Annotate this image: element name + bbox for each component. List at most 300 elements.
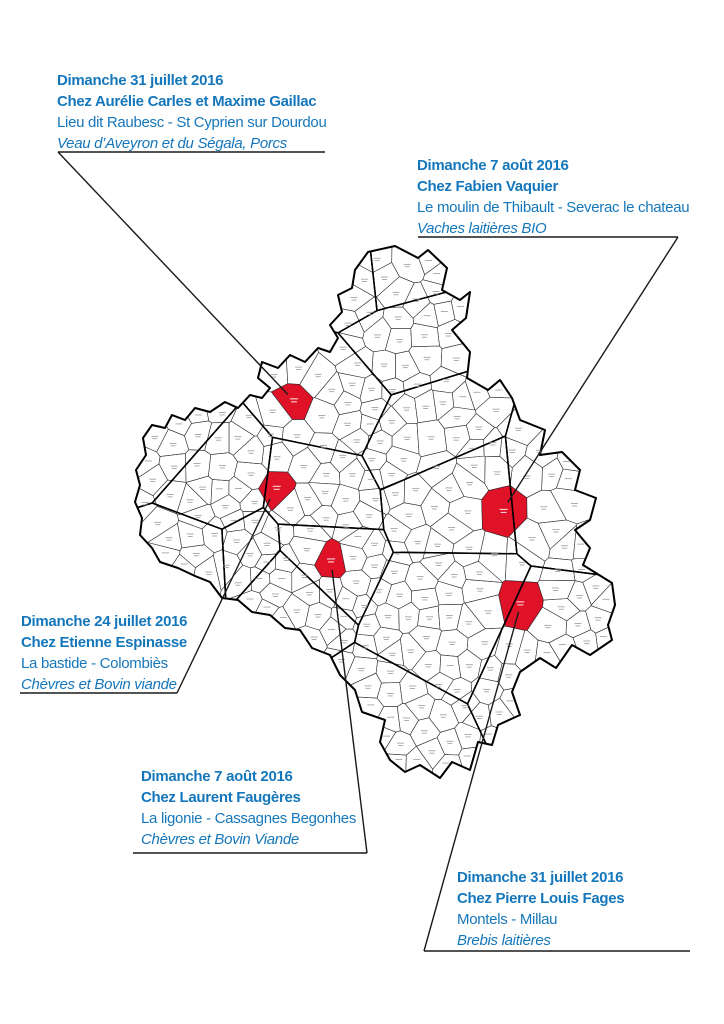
- micro-label: [433, 294, 438, 295]
- micro-label: [447, 595, 452, 596]
- micro-label: [412, 488, 419, 489]
- micro-label: [488, 670, 493, 671]
- micro-label: [419, 708, 424, 709]
- micro-label: [394, 551, 401, 552]
- micro-label: [350, 556, 357, 557]
- micro-label: [447, 665, 454, 666]
- event-place: La bastide - Colombiès: [21, 655, 168, 672]
- micro-label: [392, 573, 397, 574]
- micro-label: [363, 648, 368, 649]
- micro-label: [402, 365, 409, 366]
- micro-label: [415, 386, 420, 387]
- micro-label: [414, 384, 421, 385]
- micro-label: [306, 592, 313, 593]
- micro-label: [393, 292, 400, 293]
- micro-label: [501, 512, 507, 513]
- micro-label: [301, 467, 306, 468]
- micro-label: [476, 429, 481, 430]
- micro-label: [397, 743, 404, 744]
- micro-label: [441, 311, 448, 312]
- micro-label: [421, 597, 428, 598]
- micro-label: [236, 585, 241, 586]
- micro-label: [320, 445, 327, 446]
- micro-label: [145, 461, 152, 462]
- micro-label: [405, 617, 412, 618]
- micro-label: [388, 673, 393, 674]
- micro-label: [346, 325, 351, 326]
- micro-label: [305, 499, 310, 500]
- micro-label: [341, 349, 346, 350]
- micro-label: [150, 481, 155, 482]
- micro-label: [600, 636, 607, 637]
- micro-label: [295, 367, 302, 368]
- micro-label: [276, 530, 281, 531]
- micro-label: [288, 510, 293, 511]
- micro-label: [316, 376, 321, 377]
- micro-label: [476, 716, 483, 717]
- micro-label: [490, 445, 495, 446]
- micro-label: [465, 621, 472, 622]
- micro-label: [388, 696, 393, 697]
- micro-label: [152, 438, 157, 439]
- micro-label: [263, 607, 270, 608]
- micro-label: [418, 579, 423, 580]
- micro-label: [396, 594, 403, 595]
- micro-label: [578, 569, 585, 570]
- micro-label: [235, 488, 242, 489]
- micro-label: [374, 334, 381, 335]
- micro-label: [471, 465, 478, 466]
- micro-label: [350, 385, 355, 386]
- micro-label: [175, 424, 182, 425]
- micro-label: [485, 734, 492, 735]
- micro-label: [374, 258, 381, 259]
- micro-label: [540, 506, 547, 507]
- micro-label: [219, 465, 226, 466]
- micro-label: [343, 501, 348, 502]
- micro-label: [477, 591, 482, 592]
- micro-label: [302, 577, 307, 578]
- micro-label: [367, 705, 374, 706]
- micro-label: [304, 497, 311, 498]
- micro-label: [231, 520, 238, 521]
- micro-label: [341, 640, 348, 641]
- micro-label: [519, 562, 526, 563]
- event-place: La ligonie - Cassagnes Begonhes: [141, 810, 357, 827]
- micro-label: [278, 578, 285, 579]
- micro-label: [469, 448, 476, 449]
- micro-label: [371, 543, 378, 544]
- micro-label: [369, 390, 374, 391]
- micro-label: [368, 314, 373, 315]
- micro-label: [483, 689, 490, 690]
- micro-label: [149, 479, 156, 480]
- micro-label: [454, 689, 461, 690]
- micro-label: [216, 440, 221, 441]
- micro-label: [454, 360, 459, 361]
- micro-label: [386, 617, 391, 618]
- micro-label: [474, 392, 481, 393]
- micro-label: [287, 507, 294, 508]
- micro-label: [280, 617, 287, 618]
- micro-label: [492, 555, 497, 556]
- micro-label: [354, 363, 361, 364]
- micro-label: [404, 437, 411, 438]
- micro-label: [284, 560, 289, 561]
- micro-label: [467, 667, 472, 668]
- micro-label: [403, 407, 410, 408]
- event-produce: Chèvres et Bovin viande: [21, 676, 177, 693]
- micro-label: [466, 547, 473, 548]
- micro-label: [339, 455, 346, 456]
- micro-label: [445, 333, 452, 334]
- event-annotation-5: [457, 867, 624, 951]
- micro-label: [424, 357, 431, 358]
- micro-label: [220, 415, 225, 416]
- micro-label: [408, 652, 413, 653]
- micro-label: [162, 552, 169, 553]
- commune-cell: [208, 453, 237, 481]
- micro-label: [375, 589, 382, 590]
- micro-label: [395, 759, 402, 760]
- micro-label: [406, 619, 411, 620]
- micro-label: [388, 473, 395, 474]
- micro-label: [345, 323, 352, 324]
- micro-label: [409, 686, 416, 687]
- micro-label: [387, 693, 394, 694]
- micro-label: [196, 517, 201, 518]
- micro-label: [367, 424, 374, 425]
- micro-label: [552, 529, 559, 530]
- micro-label: [595, 617, 602, 618]
- micro-label: [403, 367, 408, 368]
- micro-label: [434, 544, 441, 545]
- micro-label: [559, 609, 564, 610]
- micro-label: [422, 600, 427, 601]
- micro-label: [424, 315, 431, 316]
- micro-label: [486, 613, 491, 614]
- micro-label: [593, 588, 598, 589]
- micro-label: [295, 437, 300, 438]
- micro-label: [397, 342, 402, 343]
- micro-label: [517, 604, 523, 605]
- micro-label: [510, 452, 515, 453]
- micro-label: [363, 624, 370, 625]
- micro-label: [368, 388, 375, 389]
- micro-label: [422, 337, 427, 338]
- micro-label: [293, 610, 300, 611]
- micro-label: [195, 434, 202, 435]
- event-produce: Veau d’Aveyron et du Ségala, Porcs: [57, 135, 287, 152]
- micro-label: [563, 461, 570, 462]
- micro-label: [477, 574, 482, 575]
- micro-label: [378, 443, 383, 444]
- micro-label: [387, 671, 394, 672]
- micro-label: [453, 358, 460, 359]
- micro-label: [328, 562, 334, 563]
- micro-label: [431, 506, 438, 507]
- micro-label: [361, 605, 368, 606]
- micro-label: [558, 606, 565, 607]
- micro-label: [497, 714, 502, 715]
- micro-label: [455, 692, 460, 693]
- micro-label: [423, 408, 428, 409]
- micro-label: [459, 396, 466, 397]
- micro-label: [414, 541, 421, 542]
- micro-label: [446, 336, 451, 337]
- micro-label: [195, 515, 202, 516]
- event-place: Le moulin de Thibault - Severac le chateau: [417, 199, 690, 216]
- micro-label: [435, 546, 440, 547]
- micro-label: [394, 294, 399, 295]
- micro-label: [577, 544, 584, 545]
- micro-label: [354, 442, 359, 443]
- micro-label: [395, 317, 402, 318]
- micro-label: [154, 522, 161, 523]
- micro-label: [294, 612, 299, 613]
- event-date: Dimanche 7 août 2016: [417, 157, 569, 174]
- micro-label: [424, 638, 429, 639]
- micro-label: [464, 734, 471, 735]
- micro-label: [541, 509, 546, 510]
- micro-label: [413, 759, 420, 760]
- micro-label: [445, 488, 452, 489]
- micro-label: [584, 643, 589, 644]
- micro-label: [275, 527, 282, 528]
- micro-label: [206, 574, 211, 575]
- micro-label: [342, 642, 347, 643]
- micro-label: [364, 626, 369, 627]
- micro-label: [554, 569, 561, 570]
- micro-label: [602, 599, 609, 600]
- micro-label: [142, 502, 149, 503]
- micro-label: [487, 667, 494, 668]
- micro-label: [481, 641, 488, 642]
- micro-label: [434, 468, 439, 469]
- leader-line: [58, 152, 288, 394]
- micro-label: [407, 650, 414, 651]
- micro-label: [316, 617, 321, 618]
- micro-label: [358, 668, 365, 669]
- leader-line: [508, 237, 678, 502]
- event-host: Chez Aurélie Carles et Maxime Gaillac: [57, 93, 317, 110]
- micro-label: [425, 664, 432, 665]
- micro-label: [248, 473, 255, 474]
- micro-label: [246, 415, 253, 416]
- micro-label: [351, 559, 356, 560]
- micro-label: [328, 629, 335, 630]
- micro-label: [447, 743, 452, 744]
- micro-label: [151, 436, 158, 437]
- micro-label: [321, 447, 326, 448]
- micro-label: [196, 436, 201, 437]
- micro-label: [195, 415, 202, 416]
- micro-label: [415, 543, 420, 544]
- micro-label: [467, 484, 472, 485]
- micro-label: [555, 571, 560, 572]
- micro-label: [390, 392, 395, 393]
- micro-label: [274, 459, 279, 460]
- micro-label: [465, 737, 470, 738]
- micro-label: [219, 412, 226, 413]
- micro-label: [205, 572, 212, 573]
- micro-label: [397, 596, 402, 597]
- event-date: Dimanche 7 août 2016: [141, 768, 293, 785]
- micro-label: [372, 545, 377, 546]
- micro-label: [199, 487, 206, 488]
- micro-label: [425, 359, 430, 360]
- micro-label: [384, 639, 389, 640]
- micro-label: [304, 550, 309, 551]
- micro-label: [472, 467, 477, 468]
- micro-label: [200, 489, 205, 490]
- micro-label: [413, 299, 420, 300]
- event-date: Dimanche 31 juillet 2016: [57, 72, 224, 89]
- micro-label: [234, 542, 239, 543]
- micro-label: [448, 527, 455, 528]
- micro-label: [368, 479, 375, 480]
- micro-label: [543, 652, 550, 653]
- micro-label: [545, 627, 550, 628]
- micro-label: [349, 473, 356, 474]
- micro-label: [507, 700, 514, 701]
- micro-label: [493, 409, 500, 410]
- micro-label: [464, 511, 471, 512]
- micro-label: [343, 527, 348, 528]
- micro-label: [571, 503, 578, 504]
- micro-label: [291, 401, 297, 402]
- event-annotation-2: [417, 155, 689, 239]
- micro-label: [516, 430, 521, 431]
- micro-label: [476, 572, 483, 573]
- micro-label: [362, 281, 367, 282]
- micro-label: [194, 463, 201, 464]
- micro-label: [577, 598, 582, 599]
- micro-label: [366, 514, 373, 515]
- micro-label: [307, 594, 312, 595]
- micro-label: [475, 427, 482, 428]
- micro-label: [216, 488, 223, 489]
- micro-label: [181, 564, 188, 565]
- micro-label: [574, 623, 581, 624]
- micro-label: [372, 498, 379, 499]
- micro-label: [326, 589, 333, 590]
- micro-label: [467, 549, 472, 550]
- micro-label: [436, 687, 441, 688]
- micro-label: [349, 383, 356, 384]
- micro-label: [561, 545, 568, 546]
- micro-label: [592, 586, 599, 587]
- micro-label: [548, 474, 555, 475]
- micro-label: [247, 553, 254, 554]
- micro-label: [251, 501, 258, 502]
- micro-label: [403, 718, 410, 719]
- micro-label: [311, 637, 318, 638]
- micro-label: [307, 528, 314, 529]
- micro-label: [405, 439, 410, 440]
- micro-label: [224, 567, 229, 568]
- micro-label: [256, 578, 263, 579]
- micro-label: [404, 264, 411, 265]
- micro-label: [524, 650, 531, 651]
- micro-label: [428, 750, 435, 751]
- micro-label: [223, 508, 228, 509]
- micro-label: [494, 471, 501, 472]
- micro-label: [398, 745, 403, 746]
- micro-label: [404, 720, 409, 721]
- micro-label: [405, 514, 412, 515]
- micro-label: [251, 520, 258, 521]
- micro-label: [171, 466, 178, 467]
- micro-label: [484, 691, 489, 692]
- event-place: Montels - Millau: [457, 911, 558, 928]
- event-host: Chez Etienne Espinasse: [21, 634, 187, 651]
- micro-label: [422, 406, 429, 407]
- micro-label: [382, 279, 387, 280]
- micro-label: [477, 718, 482, 719]
- micro-label: [446, 615, 453, 616]
- micro-label: [372, 409, 377, 410]
- micro-label: [323, 517, 330, 518]
- micro-label: [265, 545, 270, 546]
- micro-label: [249, 453, 254, 454]
- micro-label: [323, 473, 330, 474]
- micro-label: [429, 439, 434, 440]
- micro-label: [450, 644, 455, 645]
- micro-label: [462, 705, 469, 706]
- micro-label: [350, 297, 357, 298]
- event-annotation-3: [21, 611, 187, 695]
- micro-label: [194, 555, 199, 556]
- micro-label: [344, 423, 351, 424]
- micro-label: [423, 636, 430, 637]
- micro-label: [552, 588, 559, 589]
- micro-label: [351, 300, 356, 301]
- micro-label: [396, 319, 401, 320]
- micro-label: [168, 496, 173, 497]
- micro-label: [444, 381, 449, 382]
- micro-label: [143, 505, 148, 506]
- micro-label: [350, 476, 355, 477]
- micro-label: [223, 565, 230, 566]
- micro-label: [340, 457, 345, 458]
- micro-label: [435, 563, 442, 564]
- micro-label: [342, 524, 349, 525]
- micro-label: [418, 705, 425, 706]
- micro-label: [562, 548, 567, 549]
- micro-label: [303, 548, 310, 549]
- micro-label: [187, 534, 194, 535]
- micro-label: [301, 575, 308, 576]
- micro-label: [235, 439, 240, 440]
- micro-label: [455, 418, 460, 419]
- micro-label: [432, 291, 439, 292]
- micro-label: [436, 565, 441, 566]
- micro-label: [215, 437, 222, 438]
- micro-label: [319, 417, 324, 418]
- micro-label: [273, 596, 278, 597]
- micro-label: [390, 655, 395, 656]
- micro-label: [264, 543, 271, 544]
- micro-label: [439, 401, 446, 402]
- micro-label: [433, 466, 440, 467]
- commune-cells: [135, 246, 615, 778]
- micro-label: [426, 616, 433, 617]
- micro-label: [373, 500, 378, 501]
- micro-label: [435, 684, 442, 685]
- micro-label: [544, 625, 551, 626]
- micro-label: [187, 502, 192, 503]
